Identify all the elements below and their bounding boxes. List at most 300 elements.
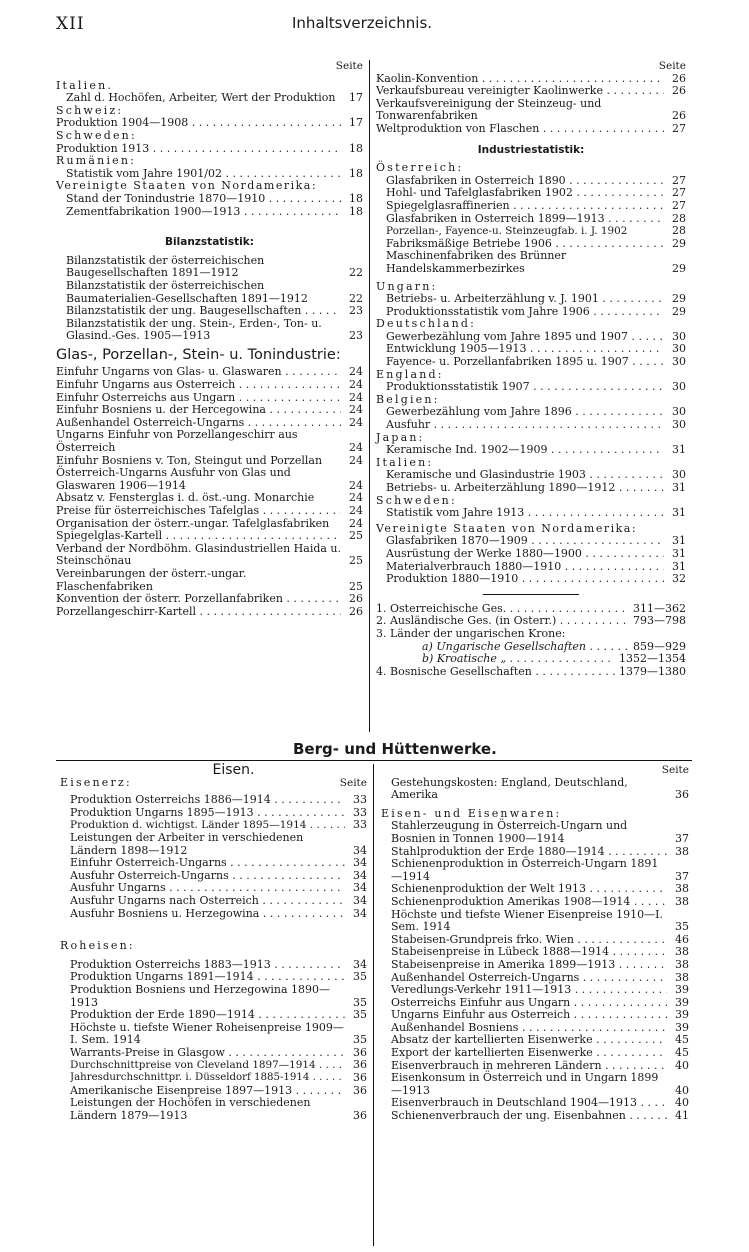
page-ref: 37 xyxy=(675,869,689,883)
toc-entry-text: Schienenproduktion Amerikas 1908—1914 . . . xyxy=(391,896,667,909)
toc-entry xyxy=(376,73,686,86)
section-title-berg: Berg- und Hüttenwerke. xyxy=(293,740,497,758)
country-heading: Schweden: xyxy=(376,493,457,507)
toc-entry xyxy=(376,507,686,520)
toc-entry-text: Materialverbrauch 1880—1910 . . . xyxy=(386,561,664,574)
toc-entry xyxy=(381,820,689,845)
page-ref: 36 xyxy=(353,1058,367,1072)
country-heading: Eisenerz: xyxy=(60,775,132,789)
toc-entry-text: Ausfuhr Ungarns nach Österreich . . . xyxy=(70,895,345,908)
toc-entry-text: Außenhandel Bosniens . . . xyxy=(391,1022,667,1035)
toc-entry-text: Weltproduktion von Flaschen . . . xyxy=(376,123,664,136)
toc-entry-text: Statistik vom Jahre 1901/02 . . . xyxy=(66,168,341,181)
toc-entry-text: Bilanzstatistik der ung. Stein-, Erden-, Ton- u. Glasind.-Ges. 1905—1913 xyxy=(66,316,322,343)
toc-entry-text: b) Kroatische „ . . . xyxy=(422,653,615,666)
page-ref: 35 xyxy=(353,1033,367,1047)
page-ref: 39 xyxy=(675,995,689,1009)
country-heading: Deutschland: xyxy=(376,317,477,331)
toc-entry-text: 2. Ausländische Ges. (in Österr.) . . . xyxy=(376,615,629,628)
toc-entry xyxy=(376,187,686,200)
page-ref: 27 xyxy=(672,186,686,200)
toc-entry-text: Produktion Ungarns 1891—1914 . . . xyxy=(70,971,345,984)
toc-entry-text: Kaolin-Konvention . . . xyxy=(376,73,664,86)
toc-entry-text: Eisenverbrauch in mehreren Ländern . . . xyxy=(391,1060,667,1073)
page-ref: 24 xyxy=(349,504,363,517)
toc-entry xyxy=(60,1009,367,1022)
page-ref: 31 xyxy=(672,534,686,548)
toc-entry xyxy=(381,1072,689,1097)
toc-entry-text: Verkaufsbureau vereinigter Kaolinwerke . . . xyxy=(376,85,664,98)
toc-entry xyxy=(376,85,686,98)
toc-entry-text: Ausfuhr Österreich-Ungarns . . . xyxy=(70,870,345,883)
country-heading: Österreich: xyxy=(376,161,464,175)
toc-entry-text: Veredlungs-Verkehr 1911—1913 . . . xyxy=(391,984,667,997)
page-number: XII xyxy=(56,14,85,34)
toc-entry-text: Vereinbarungen der österr.-ungar. Flaschenfabriken xyxy=(56,566,247,593)
page-ref: 38 xyxy=(675,844,689,858)
toc-entry xyxy=(376,482,686,495)
toc-entry-text: Schienenproduktion in Österreich-Ungarn 1891—1914 xyxy=(391,857,659,883)
page-ref: 33 xyxy=(353,793,367,807)
page-ref: 30 xyxy=(672,342,686,356)
toc-entry xyxy=(376,381,686,394)
toc-entry-text: Glasfabriken 1870—1909 . . . xyxy=(386,535,664,548)
toc-column-4 xyxy=(381,764,689,1123)
toc-entry-text: Schienenproduktion der Welt 1913 . . . xyxy=(391,883,667,896)
page-ref: 39 xyxy=(675,1008,689,1022)
page-ref: 35 xyxy=(353,970,367,984)
toc-entry xyxy=(56,193,363,206)
toc-entry xyxy=(60,1022,367,1047)
page-ref: 36 xyxy=(675,788,689,802)
toc-entry-text: Produktion 1913 . . . xyxy=(56,143,341,156)
page-ref: 24 xyxy=(349,365,363,379)
toc-entry-text: Leistungen der Hochöfen in verschiedenen Ländern 1879—1913 xyxy=(70,1096,311,1122)
toc-entry xyxy=(381,972,689,985)
toc-entry-text: Produktion Bosniens und Herzegowina 1890—1913 xyxy=(70,982,331,1009)
toc-entry-text: Gewerbezählung vom Jahre 1896 . . . xyxy=(386,406,664,419)
toc-entry-text: Ausfuhr Bosniens u. Herzegowina . . . xyxy=(70,908,345,921)
toc-entry xyxy=(376,343,686,356)
toc-entry-text: Höchste u. tiefste Wiener Roheisenpreise 1909—I. Sem. 1914 xyxy=(70,1020,344,1047)
toc-entry xyxy=(381,1110,689,1123)
column-divider-bottom xyxy=(373,764,374,1246)
toc-entry xyxy=(376,469,686,482)
toc-entry-text: Ungarns Einfuhr von Porzellangeschirr aus Österreich xyxy=(56,428,298,455)
country-heading: Vereinigte Staaten von Nordamerika: xyxy=(56,179,318,193)
page-ref: 24 xyxy=(349,453,363,467)
page-ref: 26 xyxy=(672,109,686,123)
page-ref: 30 xyxy=(672,329,686,343)
toc-entry xyxy=(376,653,686,666)
toc-entry xyxy=(376,213,686,226)
toc-column-2 xyxy=(376,60,686,678)
toc-entry-text: Einfuhr Ungarns aus Österreich . . . xyxy=(56,379,341,392)
toc-entry xyxy=(381,909,689,934)
toc-entry xyxy=(56,92,363,105)
toc-entry xyxy=(56,518,363,531)
toc-entry-text: Produktion d. wichtigst. Länder 1895—1914 . . . xyxy=(70,819,345,832)
toc-entry xyxy=(381,1097,689,1110)
toc-entry xyxy=(376,225,686,238)
toc-entry xyxy=(381,1009,689,1022)
page-ref: 26 xyxy=(672,71,686,85)
toc-entry-text: Außenhandel Österreich-Ungarns . . . xyxy=(391,972,667,985)
toc-entry-text: Spiegelglas-Kartell . . . xyxy=(56,530,341,543)
toc-entry-text: Produktion 1880—1910 . . . xyxy=(386,573,664,586)
page-ref: 41 xyxy=(675,1109,689,1123)
page-ref: 36 xyxy=(353,1083,367,1097)
page-ref: 27 xyxy=(672,173,686,187)
toc-entry xyxy=(60,870,367,883)
toc-entry xyxy=(60,959,367,972)
page-ref: 22 xyxy=(349,291,363,305)
page-ref: 40 xyxy=(675,1096,689,1110)
page-ref: 36 xyxy=(353,1045,367,1059)
toc-entry xyxy=(56,318,363,343)
toc-entry: 3. Länder der ungarischen Krone: xyxy=(376,626,566,640)
toc-entry-text: Stabeisenpreise in Amerika 1899—1913 . . . xyxy=(391,959,667,972)
page-ref: 30 xyxy=(672,468,686,482)
page-ref: 18 xyxy=(349,141,363,155)
page-ref: 45 xyxy=(675,1033,689,1047)
divider xyxy=(483,594,579,595)
page-ref: 311—362 xyxy=(633,601,686,615)
page-ref: 31 xyxy=(672,443,686,457)
seite-label: Seite xyxy=(339,776,367,789)
toc-entry-text: Stabeisen-Grundpreis frko. Wien . . . xyxy=(391,934,667,947)
page-ref: 35 xyxy=(353,1008,367,1022)
page-ref: 29 xyxy=(672,292,686,306)
page-ref: 34 xyxy=(353,893,367,907)
toc-entry-text: Produktionsstatistik vom Jahre 1906 . . . xyxy=(386,306,664,319)
page-ref: 24 xyxy=(349,491,363,505)
toc-entry xyxy=(381,1022,689,1035)
toc-entry-text: Jahresdurchschnittpr. i. Düsseldorf 1885-1914 . . . xyxy=(70,1072,345,1085)
page-ref: 36 xyxy=(353,1108,367,1122)
toc-entry xyxy=(376,535,686,548)
toc-entry-text: Verkaufsvereinigung der Steinzeug- und Tonwarenfabriken xyxy=(376,96,602,123)
toc-entry xyxy=(381,1034,689,1047)
page-ref: 17 xyxy=(349,116,363,130)
page-ref: 34 xyxy=(353,843,367,857)
toc-entry-text: Betriebs- u. Arbeiterzählung 1890—1912 . . . xyxy=(386,482,664,495)
toc-entry-text: Absatz v. Fensterglas i. d. öst.-ung. Monarchie xyxy=(56,491,315,505)
toc-entry-text: Stand der Tonindustrie 1870—1910 . . . xyxy=(66,193,341,206)
section-heading: Industriestatistik: xyxy=(477,143,585,156)
toc-entry-text: Einfuhr Bosniens v. Ton, Steingut und Porzellan xyxy=(56,453,323,467)
toc-entry xyxy=(376,419,686,432)
toc-entry-text: Produktion Österreichs 1886—1914 . . . xyxy=(70,794,345,807)
toc-entry-text: Bilanzstatistik der ung. Baugesellschaften . . . xyxy=(66,305,341,318)
page-ref: 29 xyxy=(672,236,686,250)
page-ref: 38 xyxy=(675,882,689,896)
toc-entry-text: Schienenverbrauch der ung. Eisenbahnen . . . xyxy=(391,1110,667,1123)
toc-entry xyxy=(56,280,363,305)
page-ref: 22 xyxy=(349,266,363,280)
toc-entry xyxy=(381,946,689,959)
page-ref: 34 xyxy=(353,881,367,895)
toc-entry xyxy=(376,573,686,586)
toc-entry-text: Einfuhr Ungarns von Glas- u. Glaswaren . . . xyxy=(56,366,341,379)
toc-entry-text: Keramische Ind. 1902—1909 . . . xyxy=(386,444,664,457)
page-ref: 34 xyxy=(353,906,367,920)
toc-entry-text: Bilanzstatistik der österreichischen Baumaterialien-Gesellschaften 1891—1912 xyxy=(66,278,308,305)
country-heading: Schweden: xyxy=(56,128,137,142)
country-heading: Roheisen: xyxy=(60,939,135,953)
page-ref: 38 xyxy=(675,894,689,908)
toc-entry xyxy=(56,530,363,543)
toc-entry xyxy=(376,561,686,574)
toc-entry xyxy=(56,593,363,606)
page-ref: 35 xyxy=(353,995,367,1009)
toc-entry-text: Porzellan-, Fayence-u. Steinzeugfab. i. J. 1902 xyxy=(386,225,628,238)
toc-entry xyxy=(60,984,367,1009)
page-ref: 33 xyxy=(353,818,367,832)
seite-label: Seite xyxy=(335,60,363,72)
toc-entry-text: Stabeisenpreise in Lübeck 1888—1914 . . . xyxy=(391,946,667,959)
page-ref: 34 xyxy=(353,957,367,971)
toc-entry-text: Porzellangeschirr-Kartell . . . xyxy=(56,606,341,619)
page-ref: 33 xyxy=(353,805,367,819)
toc-entry-text: Warrants-Preise in Glasgow . . . xyxy=(70,1047,345,1060)
page-ref: 23 xyxy=(349,329,363,343)
page-ref: 26 xyxy=(672,84,686,98)
country-heading: Schweiz: xyxy=(56,103,124,117)
toc-entry-text: Preise für österreichisches Tafelglas . . . xyxy=(56,505,341,518)
toc-entry-text: Hohl- und Tafelglasfabriken 1902 . . . xyxy=(386,187,664,200)
toc-entry xyxy=(60,807,367,820)
toc-entry-text: Maschinenfabriken des Brünner Handelskammerbezirkes xyxy=(386,249,567,275)
toc-entry xyxy=(56,255,363,280)
page-ref: 30 xyxy=(672,418,686,432)
toc-entry-text: Produktion Österreichs 1883—1913 . . . xyxy=(70,959,345,972)
toc-entry-text: Eisenverbrauch in Deutschland 1904—1913 . . . xyxy=(391,1097,667,1110)
seite-label: Seite xyxy=(658,60,686,72)
toc-entry xyxy=(376,444,686,457)
toc-entry-text: Höchste und tiefste Wiener Eisenpreise 1910—I. Sem. 1914 xyxy=(391,907,663,934)
page-ref: 1352—1354 xyxy=(619,652,686,666)
toc-column-1 xyxy=(56,60,363,618)
toc-entry xyxy=(381,858,689,883)
country-heading: Italien. xyxy=(56,78,114,92)
toc-entry xyxy=(56,467,363,492)
toc-entry xyxy=(56,305,363,318)
toc-entry xyxy=(381,997,689,1010)
toc-entry-text: Einfuhr Österreichs aus Ungarn . . . xyxy=(56,392,341,405)
page-ref: 26 xyxy=(349,604,363,618)
toc-entry-text: Ausfuhr . . . xyxy=(386,419,664,432)
page-ref: 38 xyxy=(675,945,689,959)
page-ref: 35 xyxy=(675,920,689,934)
page-ref: 27 xyxy=(672,198,686,212)
toc-entry-text: Produktion 1904—1908 . . . xyxy=(56,117,341,130)
toc-entry-text: Produktionsstatistik 1907 . . . xyxy=(386,381,664,394)
page-ref: 30 xyxy=(672,405,686,419)
toc-entry-text: Keramische und Glasindustrie 1903 . . . xyxy=(386,469,664,482)
toc-entry-text: Betriebs- u. Arbeiterzählung v. J. 1901 . . . xyxy=(386,293,664,306)
toc-entry xyxy=(376,548,686,561)
page-ref: 29 xyxy=(672,261,686,275)
toc-entry xyxy=(56,429,363,454)
page-ref: 39 xyxy=(675,1020,689,1034)
page-ref: 17 xyxy=(349,91,363,105)
toc-entry-text: Stahlproduktion der Erde 1880—1914 . . . xyxy=(391,846,667,859)
toc-entry xyxy=(56,606,363,619)
page-ref: 31 xyxy=(672,481,686,494)
toc-entry-text: Glasfabriken in Österreich 1890 . . . xyxy=(386,175,664,188)
page-ref: 36 xyxy=(353,1071,367,1085)
page-title: Inhaltsverzeichnis. xyxy=(292,14,433,32)
toc-entry xyxy=(60,908,367,921)
toc-entry xyxy=(381,934,689,947)
page-ref: 24 xyxy=(349,478,363,492)
toc-entry xyxy=(60,1097,367,1122)
toc-entry xyxy=(376,98,686,123)
toc-entry xyxy=(60,1059,367,1072)
column-divider-top xyxy=(369,60,370,732)
page-ref: 24 xyxy=(349,415,363,429)
toc-entry-text: Verband der Nordböhm. Glasindustriellen Haida u. Steinschönau xyxy=(56,541,342,568)
toc-entry xyxy=(376,356,686,369)
page-ref: 37 xyxy=(675,831,689,845)
page-ref: 40 xyxy=(675,1058,689,1072)
toc-entry-text: Gewerbezählung vom Jahre 1895 und 1907 . . . xyxy=(386,331,664,344)
toc-entry xyxy=(376,250,686,275)
toc-entry-text: Ausfuhr Ungarns . . . xyxy=(70,882,345,895)
toc-entry xyxy=(60,895,367,908)
page-ref: 859—929 xyxy=(633,639,686,653)
toc-entry xyxy=(56,505,363,518)
toc-entry xyxy=(56,568,363,593)
toc-entry-text: Ungarns Einfuhr aus Österreich . . . xyxy=(391,1009,667,1022)
toc-entry xyxy=(56,492,363,505)
page-ref: 31 xyxy=(672,559,686,573)
page-ref: 27 xyxy=(672,121,686,135)
country-heading: Eisen- und Eisenwaren: xyxy=(381,806,562,820)
page-ref: 40 xyxy=(675,1083,689,1097)
page-ref: 24 xyxy=(349,403,363,417)
subsection-title-eisen: Eisen. xyxy=(212,762,255,778)
toc-entry-text: Produktion Ungarns 1895—1913 . . . xyxy=(70,807,345,820)
country-heading: Italien: xyxy=(376,455,434,469)
toc-entry xyxy=(381,896,689,909)
toc-entry-text: Ausrüstung der Werke 1880—1900 . . . xyxy=(386,548,664,561)
toc-entry-text: Zementfabrikation 1900—1913 . . . xyxy=(66,206,341,219)
toc-entry-text: Österreich-Ungarns Ausfuhr von Glas und Glaswaren 1906—1914 xyxy=(56,466,291,492)
toc-entry xyxy=(56,404,363,417)
toc-entry xyxy=(376,175,686,188)
toc-entry xyxy=(60,857,367,870)
toc-entry xyxy=(381,883,689,896)
toc-entry xyxy=(376,123,686,136)
page-ref: 23 xyxy=(349,304,363,318)
page-ref: 31 xyxy=(672,546,686,560)
seite-label: Seite xyxy=(661,764,689,776)
page-ref: 18 xyxy=(349,191,363,205)
toc-entry xyxy=(60,832,367,857)
toc-entry-text: Absatz der kartellierten Eisenwerke . . . xyxy=(391,1034,667,1047)
toc-entry-text: Fabriksmäßige Betriebe 1906 . . . xyxy=(386,238,664,251)
page-ref: 1379—1380 xyxy=(619,664,686,678)
toc-entry xyxy=(56,379,363,392)
toc-entry xyxy=(376,293,686,306)
toc-entry-text: Durchschnittpreise von Cleveland 1897—1914 . . . xyxy=(70,1059,345,1072)
toc-entry-text: Außenhandel Österreich-Ungarns . . . xyxy=(56,417,341,430)
toc-entry-text: Einfuhr Österreich-Ungarns . . . xyxy=(70,857,345,870)
toc-entry-text: Produktion der Erde 1890—1914 . . . xyxy=(70,1009,345,1022)
toc-entry xyxy=(60,1072,367,1085)
toc-entry-text: Export der kartellierten Eisenwerke . . . xyxy=(391,1047,667,1060)
page-ref: 24 xyxy=(349,516,363,530)
page-ref: 30 xyxy=(672,355,686,369)
page-ref: 25 xyxy=(349,554,363,568)
toc-entry-text: 4. Bosnische Gesellschaften . . . xyxy=(376,666,615,679)
page-ref: 38 xyxy=(675,970,689,984)
toc-entry-text: Spiegelglasraffinerien . . . xyxy=(386,200,664,213)
toc-entry xyxy=(381,1047,689,1060)
country-heading: Rumänien: xyxy=(56,154,137,168)
toc-entry-text: Eisenkonsum in Österreich und in Ungarn 1899—1913 xyxy=(391,1071,659,1097)
toc-entry-text: Bilanzstatistik der österreichischen Baugesellschaften 1891—1912 xyxy=(66,253,265,280)
toc-entry xyxy=(56,543,363,568)
page-ref: 28 xyxy=(672,211,686,225)
toc-entry xyxy=(381,984,689,997)
page-ref: 30 xyxy=(672,380,686,394)
toc-entry xyxy=(60,794,367,807)
toc-entry-text: Österreichs Einfuhr aus Ungarn . . . xyxy=(391,997,667,1010)
page-ref: 28 xyxy=(672,224,686,238)
page-ref: 39 xyxy=(675,983,689,997)
toc-entry xyxy=(56,206,363,219)
toc-entry-text: Gestehungskosten: England, Deutschland, Amerika xyxy=(391,775,628,802)
section-heading: Bilanzstatistik: xyxy=(165,236,254,249)
page-ref: 29 xyxy=(672,304,686,318)
toc-entry xyxy=(381,959,689,972)
toc-entry-text: Amerikanische Eisenpreise 1897—1913 . . . xyxy=(70,1085,345,1098)
toc-entry-text: a) Ungarische Gesellschaften . . . xyxy=(422,641,629,654)
toc-entry xyxy=(376,666,686,679)
page-ref: 26 xyxy=(349,592,363,606)
toc-entry-text: Stahlerzeugung in Österreich-Ungarn und Bosnien in Tonnen 1900—1914 xyxy=(391,819,628,845)
toc-entry-text: Statistik vom Jahre 1913 . . . xyxy=(386,507,664,520)
toc-entry xyxy=(56,392,363,405)
toc-entry xyxy=(60,1047,367,1060)
country-heading: Japan: xyxy=(376,430,425,444)
page-ref: 31 xyxy=(672,506,686,520)
page-ref: 46 xyxy=(675,932,689,946)
page-ref: 32 xyxy=(672,572,686,586)
page-ref: 34 xyxy=(353,856,367,870)
page-ref: 24 xyxy=(349,378,363,392)
page-ref: 18 xyxy=(349,204,363,218)
toc-entry xyxy=(376,200,686,213)
page-ref: 25 xyxy=(349,529,363,543)
country-heading: England: xyxy=(376,367,444,381)
country-heading: Ungarn: xyxy=(376,279,438,293)
toc-entry-text: 1. Österreichische Ges. . . . xyxy=(376,603,629,616)
toc-entry-text: Zahl d. Hochöfen, Arbeiter, Wert der Produktion xyxy=(66,91,336,105)
toc-column-3 xyxy=(60,764,367,1122)
toc-entry xyxy=(376,331,686,344)
toc-entry xyxy=(376,406,686,419)
toc-entry-text: Einfuhr Bosniens u. der Hercegowina . . . xyxy=(56,404,341,417)
page-ref: 18 xyxy=(349,166,363,180)
toc-entry-text: Fayence- u. Porzellanfabriken 1895 u. 1907 . . . xyxy=(386,356,664,369)
toc-entry xyxy=(56,366,363,379)
page-ref: 38 xyxy=(675,957,689,971)
page-ref: 34 xyxy=(353,868,367,882)
